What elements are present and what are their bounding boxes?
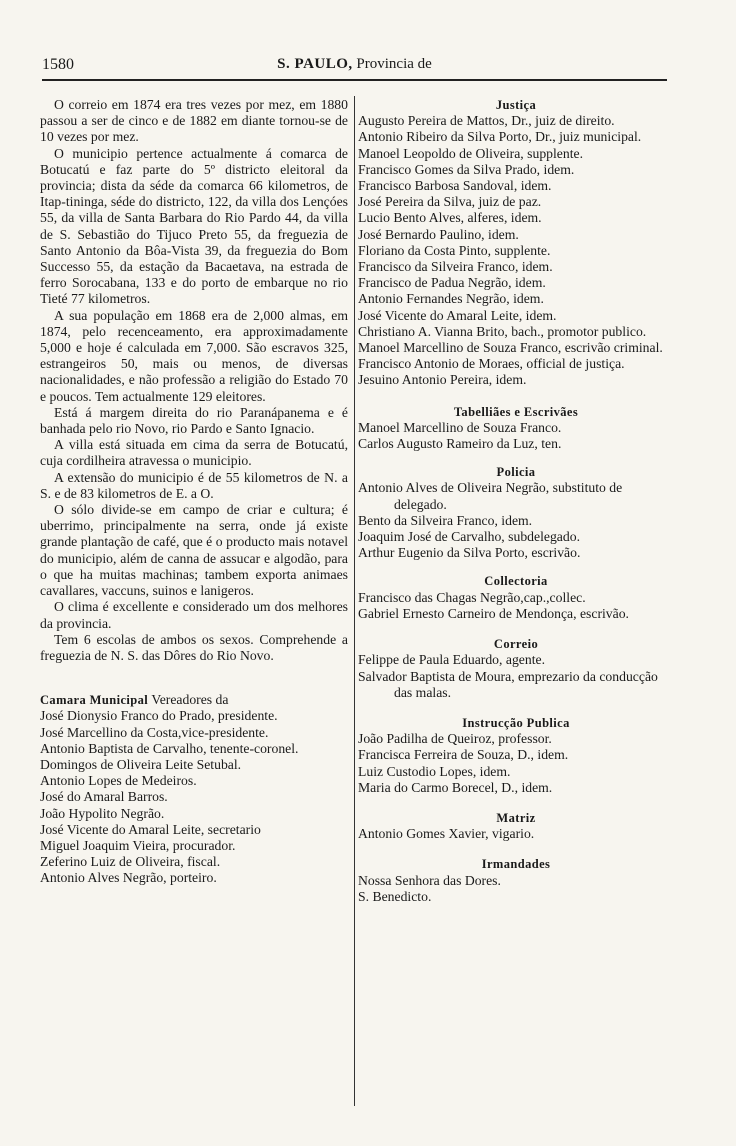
directory-entry: Carlos Augusto Rameiro da Luz, ten.	[358, 436, 562, 452]
directory-entry: Francisco Barbosa Sandoval, idem.	[358, 178, 552, 194]
camara-entry: Zeferino Luiz de Oliveira, fiscal.	[40, 854, 221, 870]
section-heading: Tabelliães e Escrivães	[453, 404, 579, 419]
directory-entry: Arthur Eugenio da Silva Porto, escrivão.	[358, 545, 581, 561]
directory-entry: Salvador Baptista de Moura, emprezario da conducção das malas.	[358, 668, 658, 700]
directory-entry: Luiz Custodio Lopes, idem.	[358, 763, 511, 779]
directory-entry: Nossa Senhora das Dores.	[358, 872, 501, 888]
paragraph-clima: O clima é excellente e considerado um dos melhores da provincia.	[40, 599, 348, 631]
camara-entry: Antonio Alves Negrão, porteiro.	[40, 870, 217, 886]
camara-heading-line	[40, 692, 348, 708]
camara-heading: Camara Municipal	[40, 693, 149, 708]
directory-entry: José Bernardo Paulino, idem.	[358, 226, 519, 242]
paragraph-villa: A villa está situada em cima da serra de Botucatú, cuja cordilheira atravessa o municipio.	[40, 437, 348, 469]
header-rule	[42, 79, 667, 81]
paragraph-extensao: A extensão do municipio é de 55 kilometros de N. a S. e de 83 kilometros de E. a O.	[40, 469, 348, 501]
directory-entry: Manoel Marcellino de Souza Franco.	[358, 419, 562, 435]
section-heading: Collectoria	[484, 574, 548, 589]
directory-entry: Joaquim José de Carvalho, subdelegado.	[358, 529, 580, 545]
directory-entry: Antonio Gomes Xavier, vigario.	[358, 826, 535, 842]
directory-entry: Manoel Marcellino de Souza Franco, escrivão criminal.	[358, 340, 663, 356]
page-number: 1580	[42, 56, 74, 73]
directory-entry: Francisco das Chagas Negrão,cap.,collec.	[358, 589, 586, 605]
directory-entry: Maria do Carmo Borecel, D., idem.	[358, 779, 553, 795]
camara-entry: Antonio Lopes de Medeiros.	[40, 773, 197, 789]
section-heading: Instrucção Publica	[462, 715, 570, 730]
directory-entry: Francisco Antonio de Moraes, official de justiça.	[358, 356, 625, 372]
directory-entry: Gabriel Ernesto Carneiro de Mendonça, escrivão.	[358, 605, 629, 621]
directory-entry: Manoel Leopoldo de Oliveira, supplente.	[358, 145, 584, 161]
directory-entry: Felippe de Paula Eduardo, agente.	[358, 652, 546, 668]
camara-entry: José Vicente do Amaral Leite, secretario	[40, 821, 261, 837]
directory-entry: Francisco da Silveira Franco, idem.	[358, 259, 553, 275]
left-column	[40, 97, 348, 887]
camara-entry: Miguel Joaquim Vieira, procurador.	[40, 837, 236, 853]
camara-entry: José Marcellino da Costa,vice-presidente.	[40, 724, 269, 740]
running-title-main: S. PAULO,	[277, 56, 353, 72]
directory-entry: Francisco Gomes da Silva Prado, idem.	[358, 161, 575, 177]
directory-entry: José Pereira da Silva, juiz de paz.	[358, 194, 542, 210]
section-heading: Correio	[493, 637, 539, 652]
section-heading: Policia	[496, 465, 536, 480]
section-heading: Justiça	[495, 98, 537, 112]
section-heading: Matriz	[496, 810, 536, 825]
directory-entry: Jesuino Antonio Pereira, idem.	[358, 372, 527, 388]
directory-entry: Antonio Alves de Oliveira Negrão, substituto de delegado.	[358, 480, 623, 512]
directory-entry: Francisco de Padua Negrão, idem.	[358, 275, 546, 291]
directory-entry: Augusto Pereira de Mattos, Dr., juiz de direito.	[358, 113, 615, 129]
paragraph-populacao: A sua população em 1868 era de 2,000 almas, em 1874, pelo recenceamento, era approximadamente 5,000 e hoje é calculada em 7,000. São escravos 325, estrangeiros 50, mais ou menos, de diversas nacionalidades, e não professão a religião do Estado 70 e poucos. Tem actualmente 129 eleitores.	[40, 307, 348, 404]
section-heading: Irmandades	[481, 857, 551, 872]
directory-entry: José Vicente do Amaral Leite, idem.	[358, 307, 557, 323]
running-title-sub: Provincia de	[356, 56, 432, 72]
paragraph-rios: Está á margem direita do rio Paranápanema e é banhada pelo rio Novo, rio Pardo e Santo Ignacio.	[40, 404, 348, 437]
directory-entry: Antonio Ribeiro da Silva Porto, Dr., juiz municipal.	[358, 129, 642, 145]
camara-entry: Antonio Baptista de Carvalho, tenente-coronel.	[40, 740, 299, 756]
page-header	[42, 56, 667, 78]
directory-entry: S. Benedicto.	[358, 888, 432, 904]
camara-entry: José do Amaral Barros.	[40, 789, 168, 805]
camara-entry: José Dionysio Franco do Prado, presidente.	[40, 708, 278, 724]
directory-entry: Floriano da Costa Pinto, supplente.	[358, 242, 551, 258]
directory-entry: Christiano A. Vianna Brito, bach., promotor publico.	[358, 323, 647, 339]
camara-subheading: Vereadores da	[151, 692, 229, 708]
directory-entry: Francisca Ferreira de Souza, D., idem.	[358, 747, 569, 763]
right-column	[358, 97, 674, 905]
camara-entry: João Hypolito Negrão.	[40, 805, 165, 821]
directory-entry: João Padilha de Queiroz, professor.	[358, 731, 552, 747]
camara-entry: Domingos de Oliveira Leite Setubal.	[40, 756, 242, 772]
paragraph-correio: O correio em 1874 era tres vezes por mez, em 1880 passou a ser de cinco e de 1882 em diante tornou-se de 10 vezes por mez.	[40, 97, 348, 145]
directory-entry: Antonio Fernandes Negrão, idem.	[358, 291, 544, 307]
camara-list	[40, 708, 348, 886]
paragraph-escolas: Tem 6 escolas de ambos os sexos. Comprehende a freguezia de N. S. das Dôres do Rio Novo.	[40, 631, 348, 663]
column-divider	[354, 96, 355, 1106]
directory-entry: Lucio Bento Alves, alferes, idem.	[358, 210, 542, 226]
running-title	[42, 56, 667, 73]
paragraph-comarca: O municipio pertence actualmente á comarca de Botucatú e faz parte do 5º districto eleitoral da provincia; dista da séde da comarca 66 kilometros, de Itap-tininga, séde do districto, 122, da villa dos Lençóes 55, da villa de Santa Barbara do Rio Pardo 44, da villa de S. Sebastião do Tijuco Preto 55, da freguezia de Santo Antonio da Bôa-Vista 39, da freguezia do Bom Successo 55, da estação da Bacaetava, na estrada de ferro Sorocabana, 133 e do porto de embarque no rio Tieté 77 kilometros.	[40, 145, 348, 307]
paragraph-solo: O sólo divide-se em campo de criar e cultura; é uberrimo, principalmente na serra, onde já existe grande plantação de café, que é o producto mais notavel do municipio, além de canna de assucar e algodão, para o que ha muitas machinas; tambem exporta animaes cavallares, vaccuns, suinos e lanigeros.	[40, 502, 348, 599]
directory-entry: Bento da Silveira Franco, idem.	[358, 512, 533, 528]
